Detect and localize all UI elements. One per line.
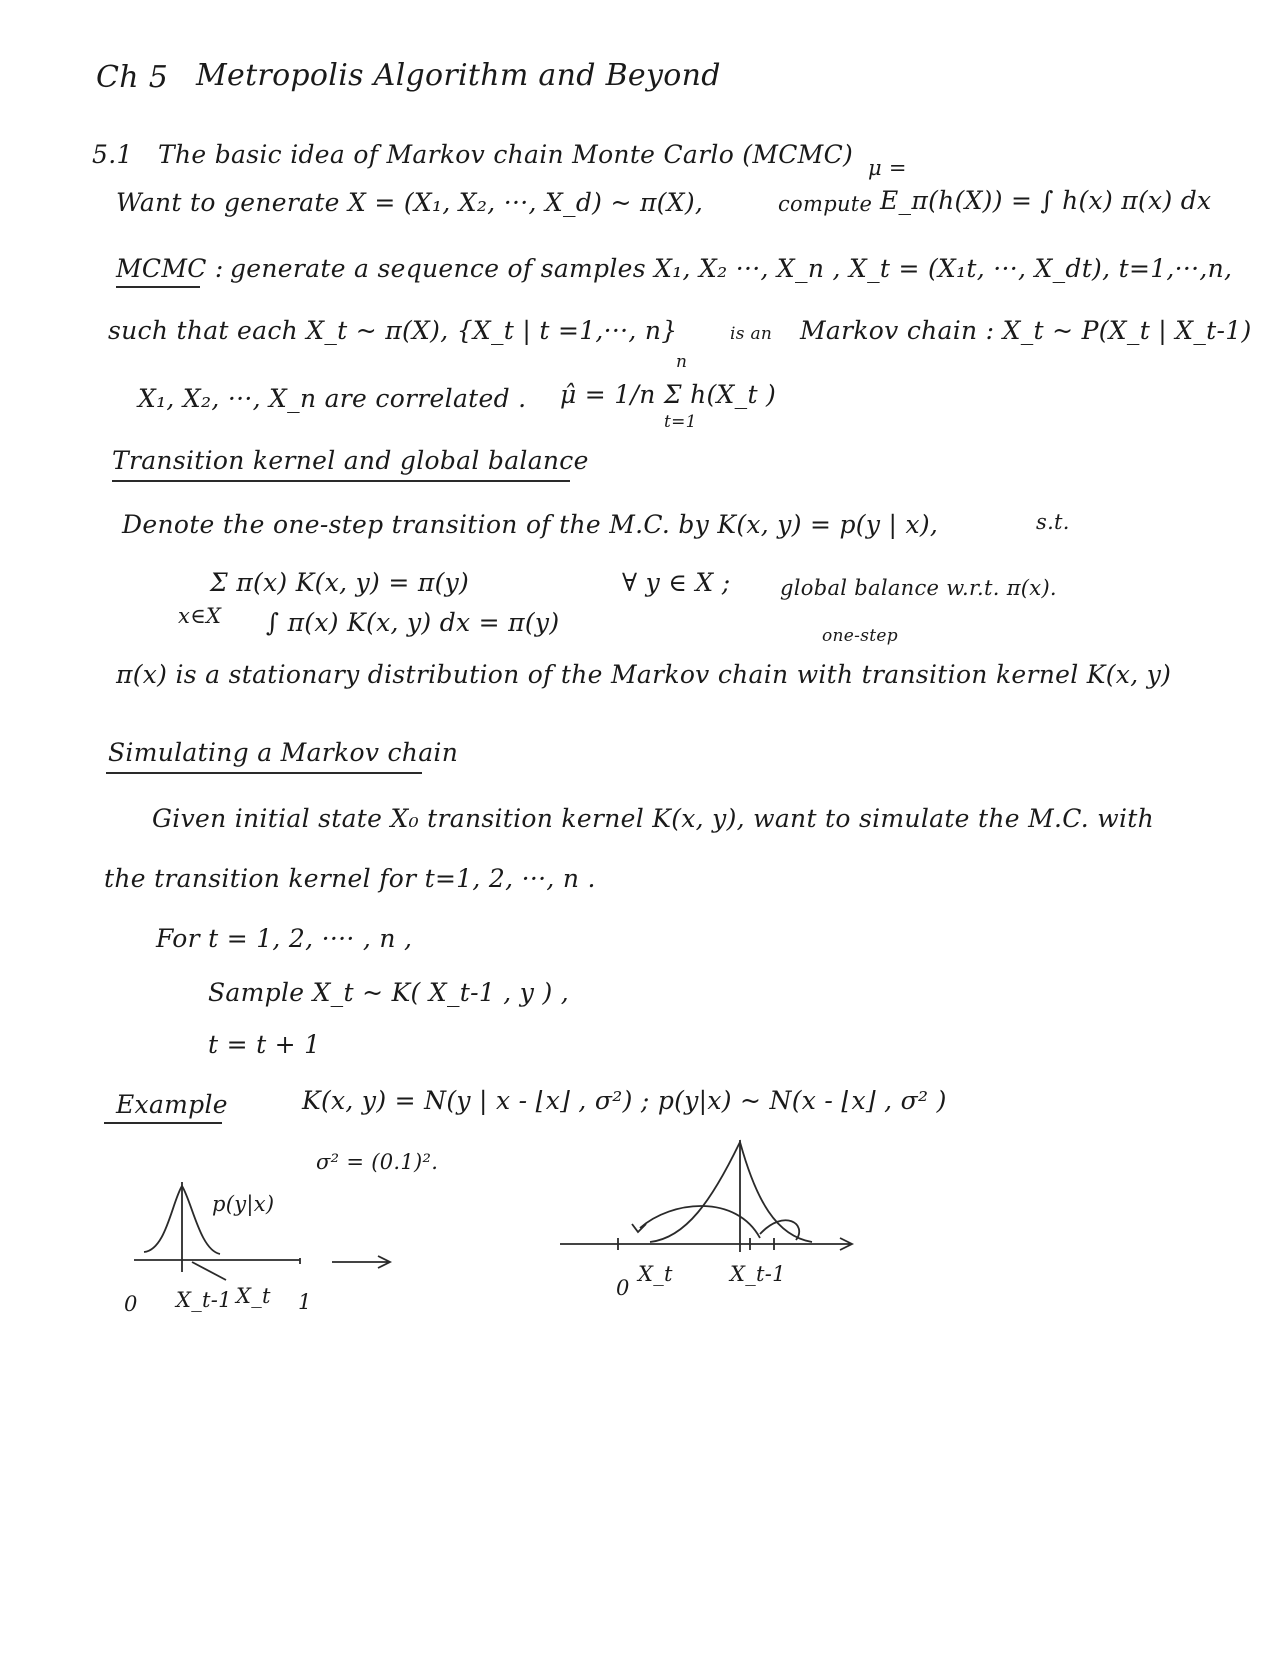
given-initial-line: Given initial state X₀ transition kernel K(x, y), want to simulate the M.C. with	[152, 804, 1155, 833]
sketch-left-xt-pointer	[192, 1262, 226, 1280]
mcmc-sequence-line: generate a sequence of samples X₁, X₂ ···, X_n , X_t = (X₁t, ···, X_dt), t=1,···,n,	[230, 254, 1233, 283]
forall-y: ∀ y ∈ X ;	[622, 568, 731, 597]
mcmc-underline	[116, 286, 200, 288]
mcmc-label: MCMC :	[116, 254, 224, 283]
want-generate-line: Want to generate X = (X₁, X₂, ···, X_d) ~ π(X),	[116, 188, 704, 217]
example-underline	[104, 1122, 222, 1124]
sketch-right-peak-curve	[650, 1142, 812, 1242]
section-number: 5.1	[92, 140, 133, 169]
example-label: Example	[116, 1090, 228, 1119]
sketch-left-arrow	[332, 1256, 390, 1268]
is-an-word: is an	[730, 324, 773, 344]
chapter-number: Ch 5	[96, 60, 169, 95]
stationary-line: π(x) is a stationary distribution of the Markov chain with transition kernel K(x, y)	[116, 660, 1172, 689]
global-balance-note: global balance w.r.t. π(x).	[780, 576, 1057, 600]
sketch-left-zero: 0	[124, 1292, 138, 1316]
such-that-abbrev: s.t.	[1036, 510, 1070, 534]
compute-word: compute	[778, 192, 873, 216]
chapter-title: Metropolis Algorithm and Beyond	[196, 58, 721, 93]
estimator-sum-bottom: t=1	[664, 412, 697, 432]
example-kernel-equation: K(x, y) = N(y | x - ⌊x⌋ , σ²) ; p(y|x) ~ N(x - ⌊x⌋ , σ² )	[302, 1086, 947, 1115]
sketch-left-one: 1	[298, 1290, 312, 1314]
sketch-left-pyx-label: p(y|x)	[212, 1192, 275, 1216]
sketch-right-xt: X_t	[638, 1262, 673, 1286]
sketch-right-xt1: X_t-1	[730, 1262, 786, 1286]
such-that-line: such that each X_t ~ π(X), {X_t | t =1,···, n}	[108, 316, 678, 345]
heading-simulating-underline	[106, 772, 422, 774]
algo-for-loop: For t = 1, 2, ···· , n ,	[156, 924, 413, 953]
algo-increment: t = t + 1	[208, 1030, 321, 1059]
heading-simulating: Simulating a Markov chain	[108, 738, 459, 767]
heading-transition-kernel: Transition kernel and global balance	[112, 446, 589, 475]
sketch-left-xt: X_t	[236, 1284, 271, 1308]
section-title: The basic idea of Markov chain Monte Carlo (MCMC)	[158, 140, 854, 169]
sketch-right-return-arc	[760, 1220, 799, 1240]
estimator-formula: μ̂ = 1/n Σ h(X_t )	[560, 380, 777, 409]
sketch-right-axis	[560, 1238, 852, 1250]
global-balance-sum-sub: x∈X	[178, 604, 222, 628]
correlated-line: X₁, X₂, ···, X_n are correlated .	[138, 384, 527, 413]
global-balance-integral: ∫ π(x) K(x, y) dx = π(y)	[266, 608, 560, 637]
expectation-formula: E_π(h(X)) = ∫ h(x) π(x) dx	[880, 186, 1212, 215]
global-balance-sum: Σ π(x) K(x, y) = π(y)	[210, 568, 470, 597]
denote-line: Denote the one-step transition of the M.C. by K(x, y) = p(y | x),	[122, 510, 939, 539]
sketch-right-zero: 0	[616, 1276, 630, 1300]
one-step-note: one-step	[822, 626, 898, 646]
heading-transition-underline	[112, 480, 570, 482]
markov-chain-text: Markov chain : X_t ~ P(X_t | X_t-1)	[800, 316, 1252, 345]
mu-label: μ =	[868, 156, 907, 180]
sketch-left-xt1: X_t-1	[176, 1288, 232, 1312]
transition-kernel-line: the transition kernel for t=1, 2, ···, n .	[104, 864, 596, 893]
estimator-sum-top: n	[676, 352, 688, 372]
algo-sample-step: Sample X_t ~ K( X_t-1 , y ) ,	[208, 978, 569, 1007]
sketch-right-density	[560, 1140, 880, 1270]
sigma-value: σ² = (0.1)².	[316, 1150, 439, 1174]
